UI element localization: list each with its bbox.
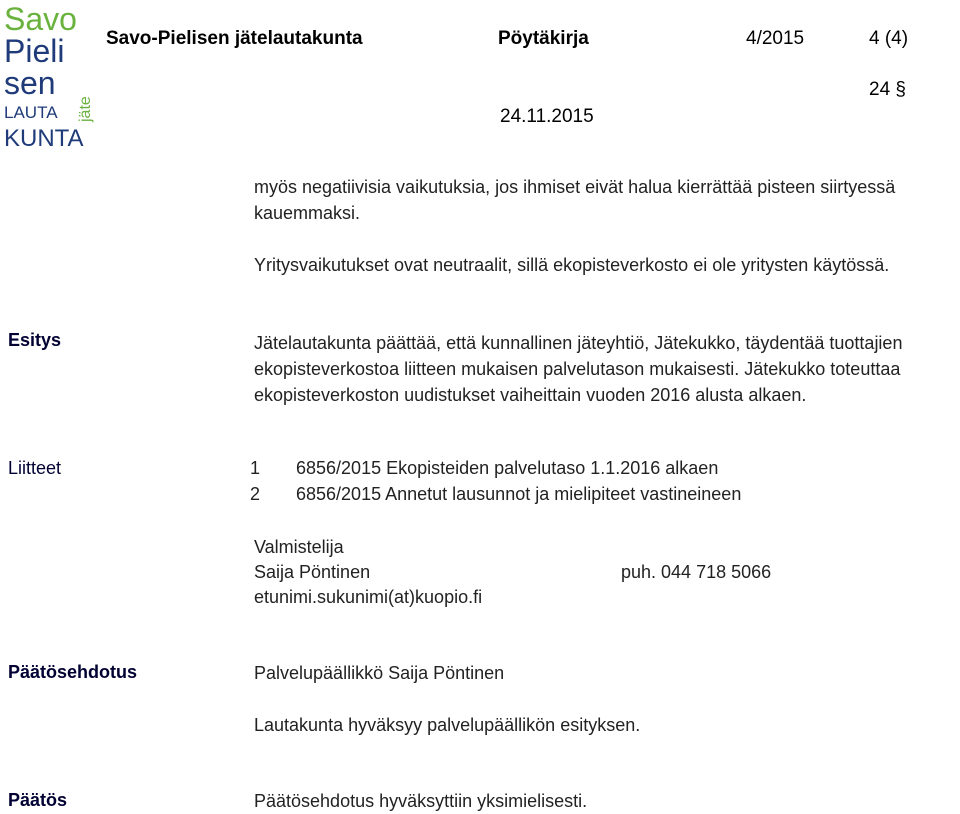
- liitteet-label: Liitteet: [8, 458, 62, 478]
- document-type: Pöytäkirja: [498, 28, 589, 49]
- logo-text-pieli: Pieli: [4, 33, 65, 69]
- intro-paragraph-1: myös negatiivisia vaikutuksia, jos ihmiset eivät halua kierrättää pisteen siirtyessä kauemmaksi.: [254, 177, 896, 223]
- intro-paragraph-2: Yritysvaikutukset ovat neutraalit, sillä ekopisteverkosto ei ole yritysten käytössä.: [254, 255, 890, 275]
- paatos-text: Päätösehdotus hyväksyttiin yksimielisesti.: [254, 791, 588, 811]
- page-number: 4 (4): [869, 28, 909, 49]
- paatosehdotus-proposal: Lautakunta hyväksyy palvelupäällikön esityksen.: [254, 715, 641, 735]
- valmistelija-name: Saija Pöntinen: [254, 562, 371, 582]
- valmistelija-phone: puh. 044 718 5066: [621, 562, 772, 582]
- savo-pielisen-logo: [4, 2, 94, 152]
- valmistelija-email: etunimi.sukunimi(at)kuopio.fi: [254, 587, 483, 607]
- section-number: 24 §: [869, 79, 906, 100]
- valmistelija-title: Valmistelija: [254, 537, 344, 557]
- paatosehdotus-presenter: Palvelupäällikkö Saija Pöntinen: [254, 663, 505, 683]
- attachment-1-number: 1: [250, 458, 261, 478]
- organization-name: Savo-Pielisen jätelautakunta: [106, 28, 363, 49]
- document-number: 4/2015: [746, 28, 805, 49]
- attachment-1-title: 6856/2015 Ekopisteiden palvelutaso 1.1.2016 alkaen: [296, 458, 719, 478]
- esitys-label: Esitys: [8, 330, 62, 350]
- logo-text-lauta: LAUTA: [4, 103, 58, 122]
- logo-text-sen: sen: [4, 65, 56, 101]
- logo-text-kunta: KUNTA: [4, 125, 84, 152]
- logo-text-jate: jäte: [77, 96, 94, 122]
- logo-text-savo: Savo: [4, 2, 77, 37]
- document-date: 24.11.2015: [500, 106, 594, 127]
- attachment-2-title: 6856/2015 Annetut lausunnot ja mielipiteet vastineineen: [296, 484, 742, 504]
- paatos-label: Päätös: [8, 790, 68, 810]
- attachment-2-number: 2: [250, 484, 261, 504]
- esitys-text: Jätelautakunta päättää, että kunnallinen jäteyhtiö, Jätekukko, täydentää tuottajien ekopisteverkostoa liitteen mukaisen palvelutason mukaisesti. Jätekukko toteuttaa ekopisteverkoston uudistukset vaiheittain vuoden 2016 alusta alkaen.: [254, 333, 903, 405]
- paatosehdotus-label: Päätösehdotus: [8, 662, 138, 682]
